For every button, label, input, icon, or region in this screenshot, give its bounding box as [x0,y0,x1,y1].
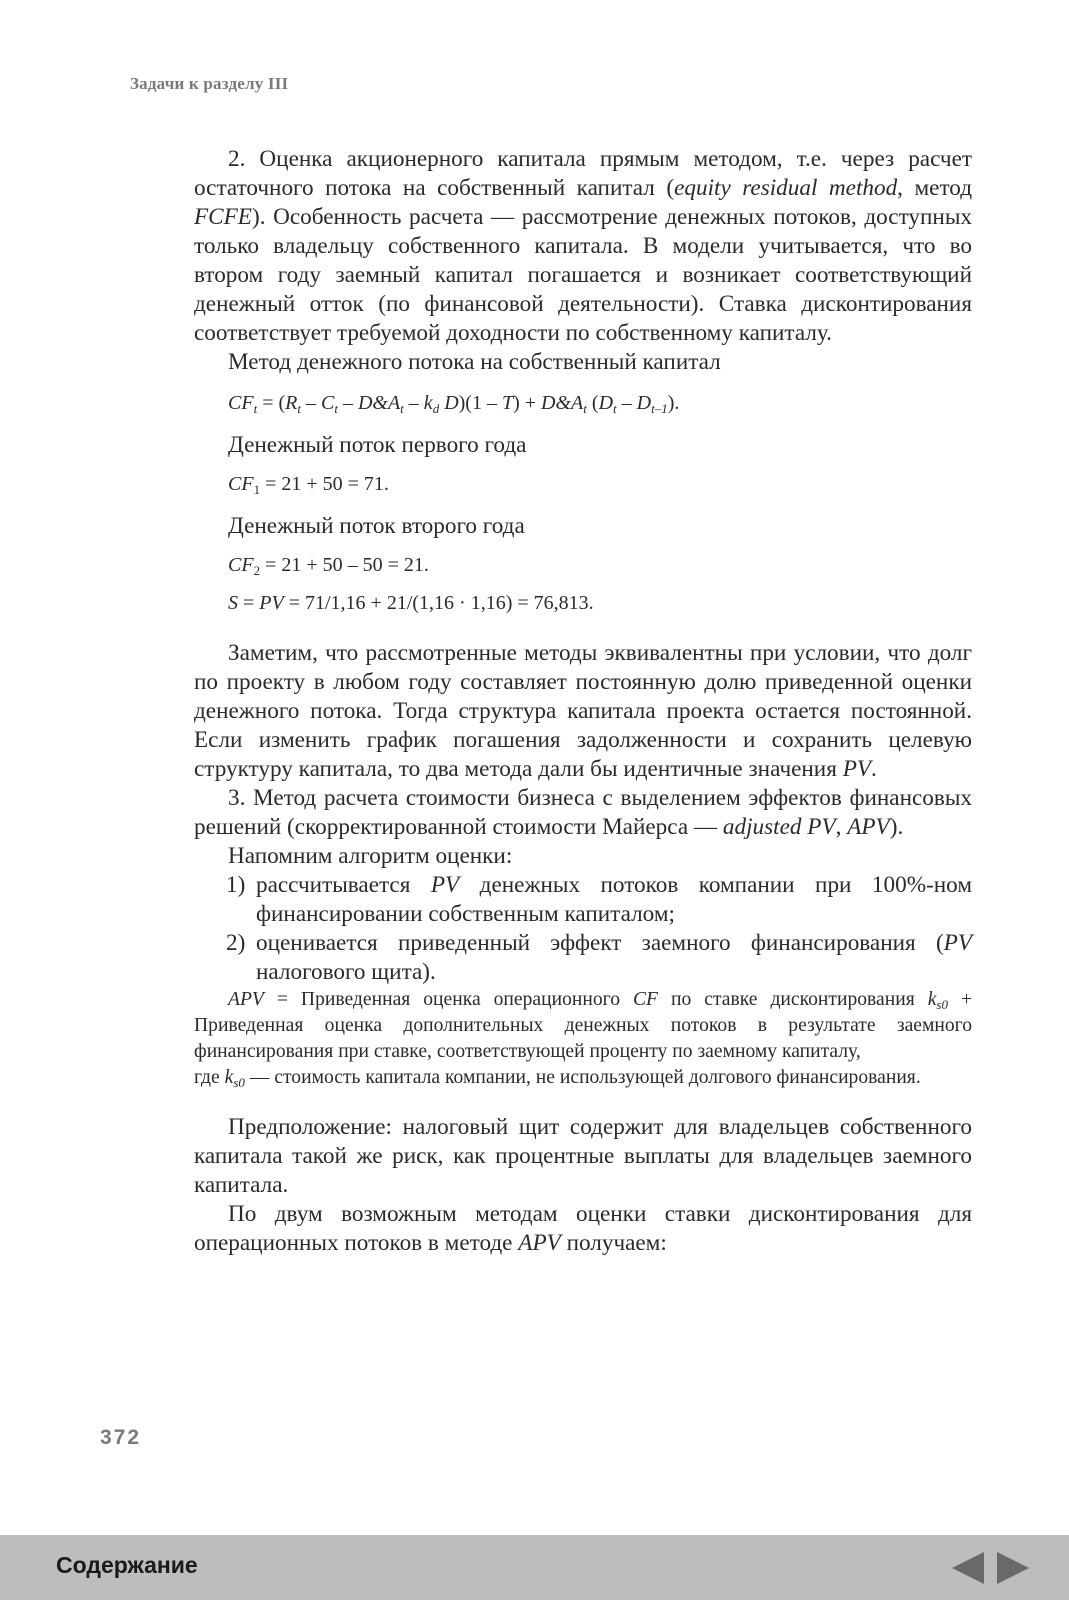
formula-rhs: = 71/1,16 + 21/(1,16 · 1,16) = 76,813. [283,592,594,614]
formula-symbol: k [927,989,937,1010]
formula-symbol: k [423,392,433,414]
paragraph-equivalence [194,639,972,784]
list-item [194,929,972,987]
cf2-heading: Денежный поток второго года [228,513,525,539]
formula-operator: ( [586,392,599,414]
formula-subscript: 1 [253,482,261,497]
text: ). [889,814,904,840]
running-head: Задачи к разделу III [130,74,289,93]
formula-symbol: C [320,392,335,414]
list-number: 2) [226,930,246,956]
formula-operator: = [238,592,260,614]
algorithm-list [194,871,972,987]
formula-operator: – [337,392,358,414]
formula-subscript: t–1 [651,401,668,416]
paragraph-fcfe [194,145,972,348]
formula-symbol: CF [228,554,254,576]
text-italic: adjusted PV [722,814,836,840]
paragraph-discount-methods [194,1200,972,1258]
text: — стоимость капитала компании, не использующей долгового финансирования. [244,1067,921,1088]
text: По двум возможным методам оценки ставки дисконтирования для операционных потоков в методе [194,1201,972,1256]
arrow-right-icon[interactable] [997,1552,1029,1584]
formula-symbol: S [228,592,238,614]
text: ). Особенность расчета — рассмотрение денежных потоков, доступных только владельцу собственного капитала. В модели учитывается, что во втором году заемный капитал погашается и возникает соответствующий денежный отток (по финансовой деятельности). Ставка дисконтирования соответствует требуемой доходности по собственному капиталу. [194,204,972,346]
formula-symbol: D&A [357,392,401,414]
formula-symbol: D [439,392,459,414]
text: + Приведенная оценка дополнительных денежных потоков в результате заемного финансирования при ставке, соответствующей проценту по заемному капиталу, [194,989,973,1062]
text: . [871,756,877,782]
formula-subscript: t [334,401,338,416]
formula-symbol: PV [259,592,284,614]
list-number: 1) [226,872,246,898]
text: , [835,814,848,840]
text: = Приведенная оценка операционного [263,989,633,1010]
formula-cf1 [194,470,972,498]
formula-subscript: d [432,401,440,416]
paragraph-apv-method [194,784,972,842]
formula-operator: – [300,392,321,414]
text-italic: PV [943,930,972,956]
cf1-heading: Денежный поток первого года [228,432,527,458]
where-note [194,1065,972,1091]
algorithm-heading: Напомним алгоритм оценки: [228,843,513,869]
formula-symbol: D [636,392,652,414]
text-italic: CF [632,989,659,1010]
formula-operator: )(1 – [458,392,502,414]
formula-operator: = ( [257,392,286,414]
text: рассчитывается [256,872,431,898]
formula-operator: ) + [513,392,542,414]
formula-rhs: = 21 + 50 – 50 = 21. [260,554,429,576]
text-italic: APV [847,814,890,840]
method-heading: Метод денежного потока на собственный капитал [228,349,721,375]
formula-operator: ). [667,392,680,414]
text-italic: PV [842,756,872,782]
text-italic: APV [228,989,264,1010]
formula-cf-t [194,389,972,417]
formula-subscript: t [297,401,301,416]
page-body [194,145,972,1258]
text-italic: PV [430,872,460,898]
text-italic: APV [518,1230,561,1256]
text: по ставке дисконтирования [658,989,928,1010]
formula-cf2 [194,551,972,579]
text: 2. Оценка акционерного капитала прямым методом, т.е. через расчет остаточного потока на собственный капитал ( [194,146,972,201]
formula-operator: – [616,392,637,414]
text-italic: FCFE [194,204,252,230]
text: получаем: [560,1230,667,1256]
formula-subscript: t [613,401,617,416]
formula-subscript: 2 [253,563,261,578]
text: денежных потоков компании при 100%-ном финансировании собственным капиталом; [256,872,972,927]
formula-symbol: D [598,392,614,414]
text-italic: equity residual method [674,175,898,201]
text: Заметим, что рассмотренные методы эквивалентны при условии, что долг по проекту в любом году составляет постоянную долю приведенной оценки денежного потока. Тогда структура капитала проекта остается постоянной. Если изменить график погашения задолженности и сохранить целевую структуру капитала, то два метода дали бы идентичные значения [194,640,972,782]
formula-subscript: t [400,401,404,416]
table-of-contents-link[interactable]: Содержание [56,1552,198,1578]
formula-symbol: CF [228,392,254,414]
paragraph-assumption: Предположение: налоговый щит содержит для владельцев собственного капитала такой же риск, как процентные выплаты для владельцев заемного капитала. [194,1114,972,1198]
text: , метод [897,175,972,201]
page-number: 372 [100,1426,142,1449]
apv-definition [194,987,972,1065]
arrow-left-icon[interactable] [952,1552,984,1584]
formula-symbol: T [501,392,514,414]
formula-subscript: s0 [233,1075,245,1090]
formula-subscript: t [253,401,258,416]
formula-subscript: t [583,401,587,416]
text: 3. Метод расчета стоимости бизнеса с выделением эффектов финансовых решений (скорректированной стоимости Майерса — [194,785,972,840]
formula-symbol: R [285,392,298,414]
formula-symbol: CF [228,473,254,495]
formula-symbol: D&A [541,392,584,414]
formula-symbol: k [224,1067,234,1088]
formula-operator: – [403,392,424,414]
text: где [194,1067,225,1088]
navigation-bar [0,1535,1069,1600]
list-item [194,871,972,929]
formula-rhs: = 21 + 50 = 71. [260,473,389,495]
text: оценивается приведенный эффект заемного финансирования ( [256,930,944,956]
formula-s-pv [194,589,972,617]
formula-subscript: s0 [936,997,948,1012]
text: налогового щита). [256,959,436,985]
